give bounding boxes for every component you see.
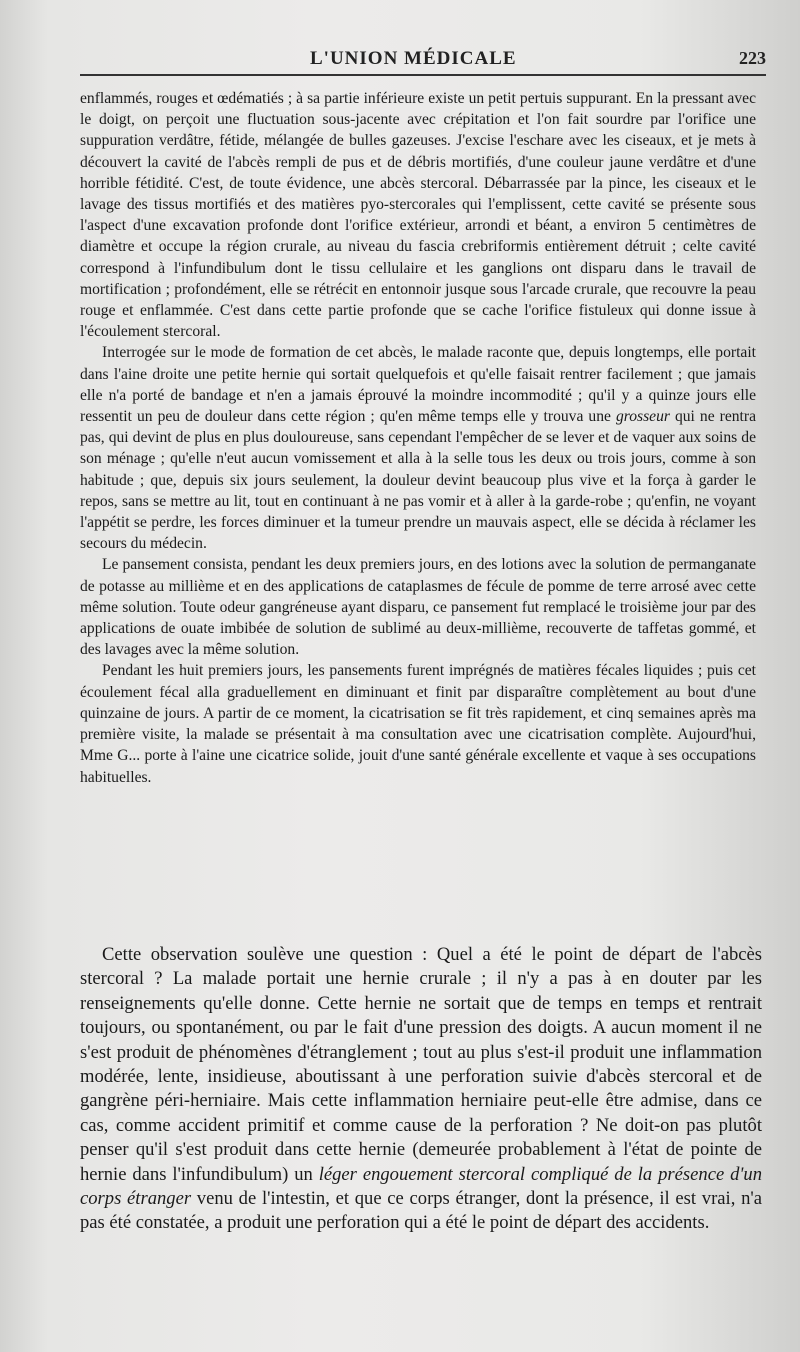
paragraph-interrogation-italic: grosseur bbox=[615, 408, 670, 426]
paragraph-interrogation-text-a: Interrogée sur le mode de formation de cet abcès, le malade raconte que, depuis longtemps, elle portait dans l'aine droite une petite hernie qui sortait quelquefois et qu'elle faisait rentrer facilement ; que jamais elle n'a porté de bandage et n'en a jamais éprouvé la moindre incommodité ; qu'il y a quinze jours elle ressentit un peu de douleur dans cette région ; qu'en même temps elle y trouva une bbox=[80, 344, 756, 426]
paragraph-interrogation-text-b: qui ne rentra pas, qui devint de plus en plus douloureuse, sans cependant l'empêcher de se lever et de vaquer aux soins de son ménage ; qu'elle n'eut aucun vomissement et alla à la selle tous les deux ou trois jours, comme à son habitude ; que, depuis six jours seulement, la douleur devint beaucoup plus vive et la força à garder le repos, sans se mettre au lit, tout en continuant à ne pas vomir et à aller à la garde-robe ; qu'enfin, ne voyant l'appétit se perdre, les forces diminuer et la tumeur prendre un mauvais aspect, elle se décida à réclamer les secours du médecin. bbox=[80, 408, 756, 553]
page-number: 223 bbox=[739, 48, 766, 68]
paragraph-interrogation bbox=[80, 342, 756, 554]
paragraph-abscess-description: enflammés, rouges et œdématiés ; à sa partie inférieure existe un petit pertuis suppurant. En la pressant avec le doigt, on perçoit une fluctuation sous-jacente avec crépitation et l'on fait sourdre par l'orifice une suppuration verdâtre, fétide, mélangée de bulles gazeuses. J'excise l'eschare avec les ciseaux, et je mets à découvert la cavité de l'abcès rempli de pus et de débris mortifiés, d'une couleur jaune verdâtre et d'une horrible fétidité. C'est, de toute évidence, une abcès stercoral. Débarrassée par la pince, les ciseaux et le lavage des tissus mortifiés et des matières pyo-stercorales qui l'emplissent, cette cavité se présente sous l'aspect d'une excavation profonde dont l'orifice extérieur, arrondi et béant, a environ 5 centimètres de diamètre et occupe la région crurale, au niveau du fascia crebriformis entièrement détruit ; celte cavité correspond à l'infundibulum dont le tissu cellulaire et les ganglions ont disparu dans le travail de mortification ; profondément, elle se rétrécit en entonnoir jusque sous l'arcade crurale, que recouvre la peau rouge et enflammée. C'est dans cette partie profonde que se cache l'orifice fistuleux qui donne issue à l'écoulement stercoral. bbox=[80, 90, 756, 341]
page-header bbox=[80, 40, 766, 80]
commentary-text bbox=[80, 943, 762, 1236]
commentary-text-b: venu de l'intestin, et que ce corps étranger, dont la présence, il est vrai, n'a pas été constatée, a produit une perforation qui a été le point de départ des accidents. bbox=[80, 1188, 762, 1234]
commentary-italic: léger engouement stercoral compliqué de la présence d'un corps étranger bbox=[80, 1163, 762, 1210]
running-title: L'UNION MÉDICALE bbox=[310, 48, 517, 69]
observation-text bbox=[80, 88, 756, 788]
paragraph-commentary bbox=[80, 943, 762, 1236]
header-rule bbox=[80, 74, 766, 76]
commentary-text-a: Cette observation soulève une question : Quel a été le point de départ de l'abcès stercoral ? La malade portait une hernie crurale ; il n'y a pas à en douter par les renseignements qu'elle donne. Cette hernie ne sortait que de temps en temps et rentrait toujours, ou spontanément, ou par le fait d'une pression des doigts. A aucun moment il ne s'est produit de phénomènes d'étranglement ; tout au plus s'est-il produit une inflammation modérée, lente, insidieuse, aboutissant à une perforation suivie d'abcès stercoral et de gangrène péri-herniaire. Mais cette inflammation herniaire peut-elle être admise, dans ce cas, comme accident primitif et comme cause de la perforation ? Ne doit-on pas plutôt penser qu'il s'est produit dans cette hernie (demeurée probablement à l'état de pointe de hernie dans l'infundibulum) un bbox=[80, 944, 762, 1185]
paragraph-outcome: Pendant les huit premiers jours, les pansements furent imprégnés de matières fécales liquides ; puis cet écoulement fécal alla graduellement en diminuant et finit par disparaître complètement au bout d'une quinzaine de jours. A partir de ce moment, la cicatrisation se fit très rapidement, et cinq semaines après ma première visite, la malade se présentait à ma consultation avec une cicatrisation complète. Aujourd'hui, Mme G... porte à l'aine une cicatrice solide, jouit d'une santé générale excellente et vaque à ses occupations habituelles. bbox=[80, 662, 756, 786]
paragraph-dressing: Le pansement consista, pendant les deux premiers jours, en des lotions avec la solution de permanganate de potasse au millième et en des applications de cataplasmes de fécule de pomme de terre arrosé avec cette même solution. Toute odeur gangréneuse ayant disparu, ce pansement fut remplacé le troisième jour par des applications de ouate imbibée de solution de sublimé au deux-millième, recouverte de taffetas gommé, et des lavages avec la même solution. bbox=[80, 556, 756, 659]
